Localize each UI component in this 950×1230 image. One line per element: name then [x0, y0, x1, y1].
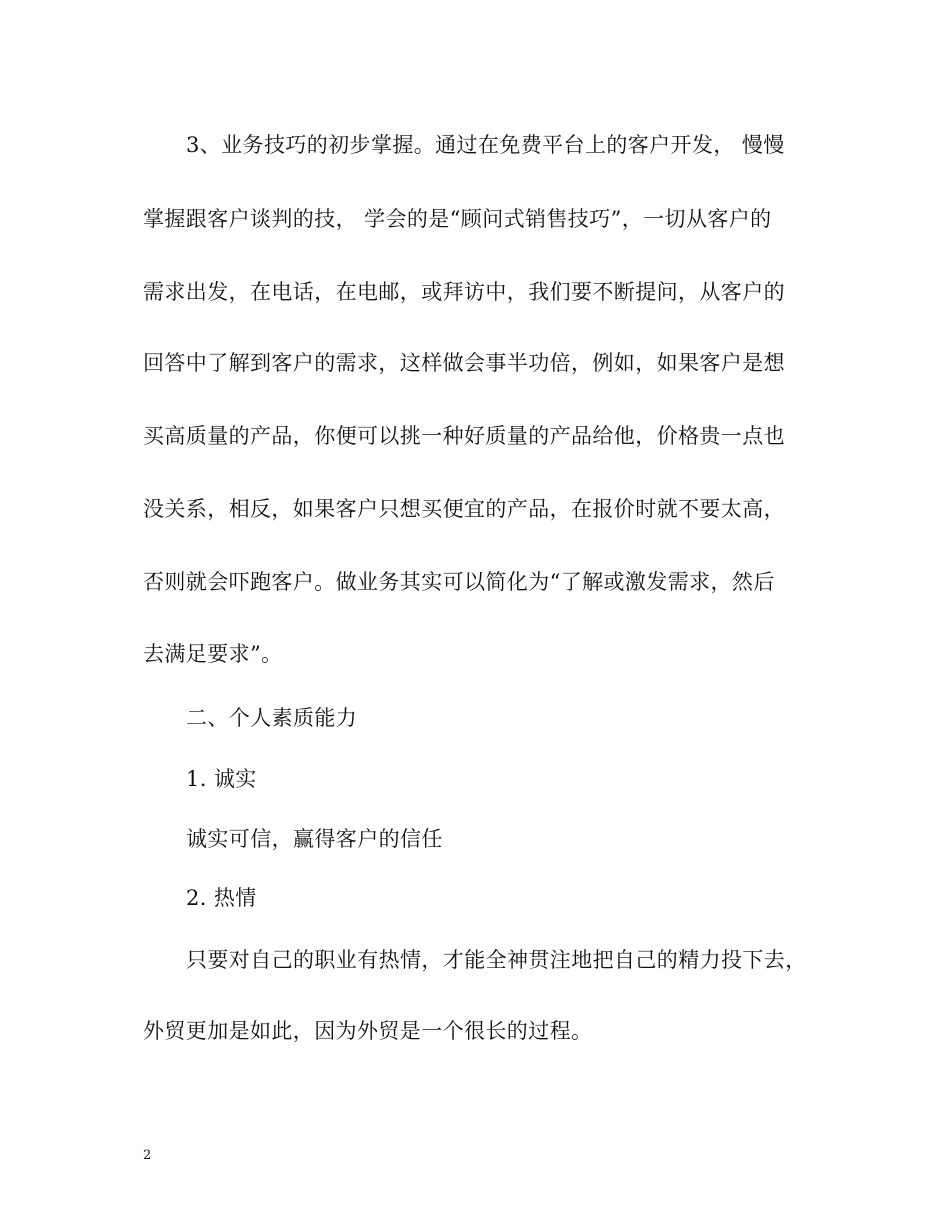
subheading-passion: 2. 热情 [186, 886, 257, 910]
paragraph-line: 外贸更加是如此，因为外贸是一个很长的过程。 [143, 1019, 593, 1043]
paragraph-line: 掌握跟客户谈判的技， 学会的是“顾问式销售技巧”，一切从客户的 [143, 207, 772, 231]
subheading-honesty: 1. 诚实 [186, 767, 257, 791]
paragraph-line: 诚实可信，赢得客户的信任 [186, 827, 443, 851]
paragraph-line: 回答中了解到客户的需求，这样做会事半功倍，例如，如果客户是想 [143, 351, 785, 375]
paragraph-line: 只要对自己的职业有热情，才能全神贯注地把自己的精力投下去， [186, 948, 807, 972]
paragraph-line: 去满足要求”。 [143, 642, 283, 666]
page-number: 2 [143, 1148, 152, 1163]
paragraph-line: 需求出发，在电话，在电邮，或拜访中，我们要不断提问，从客户的 [143, 280, 785, 304]
paragraph-line: 3、业务技巧的初步掌握。通过在免费平台上的客户开发， 慢慢 [186, 133, 785, 157]
paragraph-line: 否则就会吓跑客户。做业务其实可以简化为“了解或激发需求，然后 [143, 570, 775, 594]
section-heading: 二、个人素质能力 [186, 706, 358, 730]
paragraph-line: 买高质量的产品，你便可以挑一种好质量的产品给他，价格贵一点也 [143, 424, 785, 448]
paragraph-line: 没关系，相反，如果客户只想买便宜的产品，在报价时就不要太高， [143, 497, 785, 521]
